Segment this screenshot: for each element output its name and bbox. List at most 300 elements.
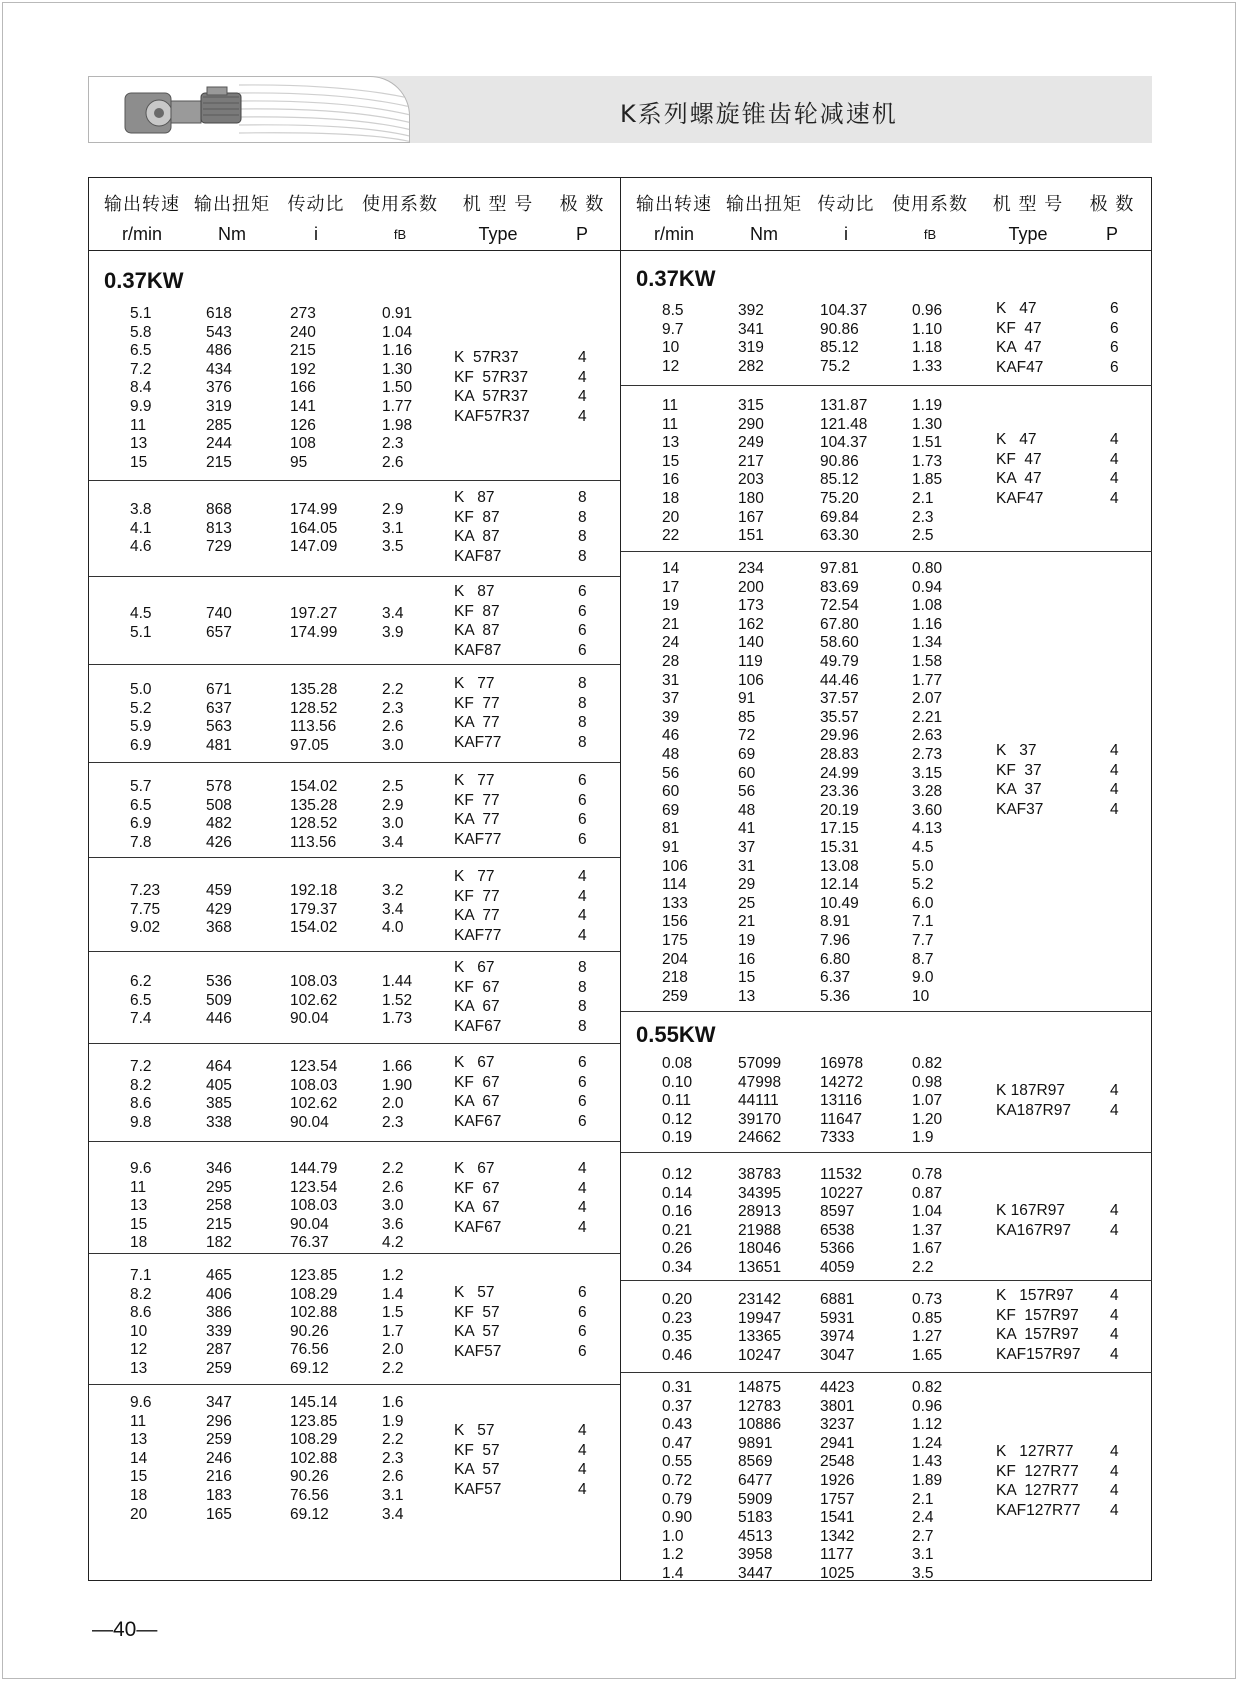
speed-cell: 9.02 bbox=[130, 919, 161, 937]
torque-cell: 216 bbox=[206, 1468, 232, 1486]
torque-cell: 482 bbox=[206, 815, 232, 833]
ratio-cell: 16978 bbox=[820, 1055, 864, 1072]
factor-cell: 1.4 bbox=[382, 1285, 404, 1303]
model-type: KA 67 bbox=[454, 998, 500, 1016]
torque-cell: 13651 bbox=[738, 1259, 782, 1276]
factor-cell: 0.94 bbox=[912, 578, 943, 596]
torque-cell: 19 bbox=[738, 932, 756, 949]
ratio-cell: 76.56 bbox=[290, 1341, 329, 1359]
speed-cell: 0.16 bbox=[662, 1203, 693, 1221]
factor-cell: 2.6 bbox=[382, 453, 404, 471]
torque-cell: 85 bbox=[738, 708, 756, 726]
model-type: KAF57 bbox=[454, 1342, 502, 1360]
ratio-cell: 1926 bbox=[820, 1472, 855, 1489]
factor-cell: 4.13 bbox=[912, 820, 943, 838]
torque-cell: 24662 bbox=[738, 1129, 782, 1147]
model-type: KA 57 bbox=[454, 1323, 500, 1341]
speed-cell: 5.2 bbox=[130, 699, 152, 717]
factor-cell: 2.2 bbox=[382, 1160, 404, 1177]
torque-cell: 37 bbox=[738, 839, 756, 856]
ratio-cell: 145.14 bbox=[290, 1394, 338, 1411]
torque-cell: 21 bbox=[738, 913, 756, 931]
factor-cell: 3.1 bbox=[382, 1487, 404, 1504]
speed-cell: 69 bbox=[662, 801, 680, 819]
speed-cell: 0.12 bbox=[662, 1166, 693, 1183]
model-type: KA 67 bbox=[454, 1199, 500, 1217]
factor-cell: 1.65 bbox=[912, 1346, 943, 1364]
factor-cell: 2.07 bbox=[912, 690, 943, 708]
ratio-cell: 90.04 bbox=[290, 1215, 329, 1233]
ratio-cell: 75.2 bbox=[820, 357, 851, 375]
speed-cell: 24 bbox=[662, 634, 680, 652]
factor-cell: 1.18 bbox=[912, 339, 943, 357]
ratio-cell: 102.88 bbox=[290, 1449, 338, 1467]
factor-cell: 1.98 bbox=[382, 416, 413, 434]
factor-cell: 1.30 bbox=[912, 415, 943, 433]
group-separator bbox=[89, 762, 620, 763]
speed-cell: 7.4 bbox=[130, 1010, 152, 1028]
speed-cell: 46 bbox=[662, 727, 680, 745]
model-type: K 77 bbox=[454, 675, 495, 692]
speed-cell: 60 bbox=[662, 783, 680, 801]
ratio-cell: 15.31 bbox=[820, 839, 859, 856]
torque-cell: 47998 bbox=[738, 1073, 782, 1091]
model-type: KAF67 bbox=[454, 1218, 502, 1236]
factor-cell: 1.73 bbox=[382, 1010, 413, 1028]
factor-cell: 0.82 bbox=[912, 1055, 943, 1072]
ratio-cell: 49.79 bbox=[820, 653, 859, 670]
ratio-cell: 108.03 bbox=[290, 1076, 338, 1094]
factor-cell: 0.80 bbox=[912, 560, 943, 577]
page-title: K系列螺旋锥齿轮减速机 bbox=[620, 100, 898, 128]
factor-cell: 3.28 bbox=[912, 783, 943, 801]
ratio-cell: 144.79 bbox=[290, 1160, 338, 1177]
ratio-cell: 3801 bbox=[820, 1397, 855, 1415]
ratio-cell: 108.03 bbox=[290, 973, 338, 990]
torque-cell: 162 bbox=[738, 615, 764, 633]
torque-cell: 319 bbox=[206, 398, 232, 415]
model-type: KAF47 bbox=[996, 489, 1044, 507]
speed-cell: 0.19 bbox=[662, 1129, 693, 1147]
torque-cell: 3958 bbox=[738, 1546, 773, 1564]
model-type: K 87 bbox=[454, 489, 495, 506]
torque-cell: 41 bbox=[738, 820, 756, 838]
model-type: KA 127R77 bbox=[996, 1482, 1079, 1500]
col-type-header-right: 机 型 号 Type bbox=[992, 194, 1064, 244]
ratio-cell: 6.80 bbox=[820, 950, 851, 968]
model-poles: 4 bbox=[578, 407, 587, 425]
factor-cell: 2.6 bbox=[382, 1178, 404, 1196]
model-poles: 6 bbox=[578, 791, 587, 809]
model-poles: 6 bbox=[578, 583, 587, 600]
ratio-cell: 123.54 bbox=[290, 1178, 338, 1196]
ratio-cell: 166 bbox=[290, 379, 316, 397]
torque-cell: 290 bbox=[738, 415, 764, 433]
factor-cell: 2.4 bbox=[912, 1509, 934, 1527]
speed-cell: 13 bbox=[130, 1431, 148, 1449]
torque-cell: 18046 bbox=[738, 1240, 782, 1258]
factor-cell: 4.0 bbox=[382, 919, 404, 937]
ratio-cell: 197.27 bbox=[290, 605, 338, 622]
speed-cell: 5.8 bbox=[130, 323, 152, 341]
model-type: KA 157R97 bbox=[996, 1326, 1079, 1344]
torque-cell: 259 bbox=[206, 1360, 232, 1377]
factor-cell: 2.2 bbox=[382, 1431, 404, 1449]
factor-cell: 3.1 bbox=[382, 519, 404, 537]
model-poles: 4 bbox=[578, 1160, 587, 1177]
model-poles: 4 bbox=[1110, 1443, 1119, 1460]
factor-cell: 3.1 bbox=[912, 1546, 934, 1564]
ratio-cell: 192.18 bbox=[290, 882, 338, 899]
torque-cell: 69 bbox=[738, 746, 756, 763]
group-separator bbox=[89, 1141, 620, 1142]
ratio-cell: 104.37 bbox=[820, 434, 868, 452]
ratio-cell: 35.57 bbox=[820, 708, 859, 726]
model-type: K 37 bbox=[996, 742, 1037, 759]
torque-cell: 729 bbox=[206, 538, 232, 556]
torque-cell: 44111 bbox=[738, 1092, 779, 1110]
model-poles: 4 bbox=[1110, 1501, 1119, 1519]
speed-cell: 259 bbox=[662, 987, 688, 1005]
ratio-cell: 2548 bbox=[820, 1453, 855, 1471]
factor-cell: 2.73 bbox=[912, 746, 943, 763]
model-type: KF 67 bbox=[454, 1073, 500, 1091]
ratio-cell: 28.83 bbox=[820, 746, 859, 763]
torque-cell: 4513 bbox=[738, 1527, 773, 1545]
speed-cell: 8.6 bbox=[130, 1095, 152, 1113]
group-separator bbox=[89, 1043, 620, 1044]
factor-cell: 1.20 bbox=[912, 1110, 943, 1128]
col-ratio-header-right: 传动比 i bbox=[817, 194, 875, 244]
torque-cell: 249 bbox=[738, 434, 764, 452]
speed-cell: 11 bbox=[662, 397, 679, 414]
factor-cell: 2.9 bbox=[382, 796, 404, 814]
model-poles: 4 bbox=[1110, 1326, 1119, 1344]
model-poles: 4 bbox=[1110, 1101, 1119, 1119]
speed-cell: 16 bbox=[662, 471, 680, 489]
torque-cell: 392 bbox=[738, 302, 764, 319]
factor-cell: 1.52 bbox=[382, 991, 413, 1009]
speed-cell: 0.72 bbox=[662, 1472, 693, 1489]
torque-cell: 481 bbox=[206, 736, 232, 754]
model-poles: 8 bbox=[578, 998, 587, 1016]
torque-cell: 508 bbox=[206, 796, 232, 814]
group-separator bbox=[89, 951, 620, 952]
model-poles: 8 bbox=[578, 694, 587, 712]
model-poles: 4 bbox=[578, 1218, 587, 1236]
model-type: K 67 bbox=[454, 1054, 495, 1071]
model-poles: 8 bbox=[578, 714, 587, 732]
model-type: KAF47 bbox=[996, 358, 1044, 376]
model-poles: 4 bbox=[578, 368, 587, 386]
speed-cell: 7.1 bbox=[130, 1267, 152, 1284]
factor-cell: 0.78 bbox=[912, 1166, 943, 1183]
model-poles: 4 bbox=[1110, 1202, 1119, 1219]
ratio-cell: 13116 bbox=[820, 1092, 862, 1110]
power-label-left: 0.37KW bbox=[104, 268, 184, 293]
factor-cell: 1.85 bbox=[912, 471, 943, 489]
col-type-header-left: 机 型 号 Type bbox=[462, 194, 534, 244]
ratio-cell: 1541 bbox=[820, 1509, 855, 1527]
model-poles: 6 bbox=[578, 830, 587, 848]
group-separator bbox=[89, 1384, 620, 1385]
speed-cell: 19 bbox=[662, 597, 680, 615]
group-separator bbox=[621, 1152, 1152, 1153]
factor-cell: 1.51 bbox=[912, 434, 943, 452]
model-poles: 6 bbox=[578, 1303, 587, 1321]
model-type: K 187R97 bbox=[996, 1082, 1065, 1099]
speed-cell: 14 bbox=[662, 560, 680, 577]
torque-cell: 29 bbox=[738, 876, 756, 894]
factor-cell: 7.7 bbox=[912, 932, 934, 949]
model-poles: 6 bbox=[578, 1073, 587, 1091]
speed-cell: 0.08 bbox=[662, 1055, 693, 1072]
model-poles: 6 bbox=[578, 602, 587, 620]
factor-cell: 5.2 bbox=[912, 876, 934, 894]
torque-cell: 464 bbox=[206, 1058, 232, 1075]
model-poles: 4 bbox=[1110, 1287, 1119, 1304]
model-poles: 4 bbox=[578, 349, 587, 366]
factor-cell: 0.91 bbox=[382, 305, 413, 322]
factor-cell: 2.5 bbox=[382, 778, 404, 795]
factor-cell: 6.0 bbox=[912, 894, 934, 912]
ratio-cell: 128.52 bbox=[290, 815, 338, 833]
torque-cell: 486 bbox=[206, 342, 232, 360]
factor-cell: 2.0 bbox=[382, 1341, 404, 1359]
ratio-cell: 95 bbox=[290, 453, 308, 471]
torque-cell: 119 bbox=[738, 653, 763, 670]
factor-cell: 3.60 bbox=[912, 801, 943, 819]
torque-cell: 60 bbox=[738, 764, 756, 782]
torque-cell: 740 bbox=[206, 605, 232, 622]
group-separator bbox=[621, 385, 1152, 386]
ratio-cell: 174.99 bbox=[290, 623, 338, 641]
torque-cell: 15 bbox=[738, 969, 756, 987]
ratio-cell: 10227 bbox=[820, 1184, 864, 1202]
speed-cell: 0.47 bbox=[662, 1434, 693, 1452]
ratio-cell: 8.91 bbox=[820, 913, 851, 931]
ratio-cell: 135.28 bbox=[290, 796, 338, 814]
model-type: KF 77 bbox=[454, 694, 500, 712]
speed-cell: 18 bbox=[130, 1487, 148, 1504]
torque-cell: 671 bbox=[206, 681, 232, 698]
torque-cell: 258 bbox=[206, 1197, 232, 1215]
torque-cell: 8569 bbox=[738, 1453, 773, 1471]
ratio-cell: 154.02 bbox=[290, 778, 338, 795]
torque-cell: 31 bbox=[738, 857, 756, 875]
ratio-cell: 192 bbox=[290, 360, 316, 378]
torque-cell: 180 bbox=[738, 490, 764, 507]
speed-cell: 6.2 bbox=[130, 973, 152, 990]
model-poles: 6 bbox=[578, 1323, 587, 1341]
torque-cell: 868 bbox=[206, 501, 232, 518]
factor-cell: 1.9 bbox=[382, 1412, 404, 1430]
model-type: K 77 bbox=[454, 772, 495, 789]
model-type: KAF77 bbox=[454, 830, 502, 848]
factor-cell: 2.0 bbox=[382, 1095, 404, 1113]
torque-cell: 509 bbox=[206, 991, 232, 1009]
model-type: KA 87 bbox=[454, 622, 500, 640]
ratio-cell: 69.84 bbox=[820, 508, 859, 526]
speed-cell: 39 bbox=[662, 708, 680, 726]
factor-cell: 2.3 bbox=[382, 699, 404, 717]
model-type: K 67 bbox=[454, 1160, 495, 1177]
ratio-cell: 108.29 bbox=[290, 1431, 338, 1449]
table-center-divider bbox=[620, 177, 621, 1581]
model-poles: 4 bbox=[578, 1199, 587, 1217]
speed-cell: 0.34 bbox=[662, 1259, 693, 1276]
model-poles: 4 bbox=[1110, 489, 1119, 507]
speed-cell: 13 bbox=[662, 434, 680, 452]
ratio-cell: 126 bbox=[290, 416, 316, 434]
ratio-cell: 131.87 bbox=[820, 397, 868, 414]
factor-cell: 1.16 bbox=[912, 615, 943, 633]
ratio-cell: 11647 bbox=[820, 1110, 862, 1128]
factor-cell: 1.58 bbox=[912, 653, 943, 670]
speed-cell: 1.4 bbox=[662, 1565, 684, 1582]
ratio-cell: 3237 bbox=[820, 1416, 855, 1434]
ratio-cell: 97.05 bbox=[290, 736, 329, 754]
torque-cell: 183 bbox=[206, 1487, 232, 1504]
model-type: K 157R97 bbox=[996, 1287, 1074, 1304]
factor-cell: 2.3 bbox=[382, 1449, 404, 1467]
speed-cell: 91 bbox=[662, 839, 680, 856]
group-separator bbox=[621, 551, 1152, 552]
speed-cell: 0.55 bbox=[662, 1453, 693, 1471]
torque-cell: 319 bbox=[738, 339, 764, 357]
col-poles-header-right: 极 数 P bbox=[1089, 194, 1135, 244]
torque-cell: 39170 bbox=[738, 1110, 782, 1128]
col-poles-header-left: 极 数 P bbox=[559, 194, 605, 244]
factor-cell: 0.85 bbox=[912, 1309, 943, 1327]
model-type: K 57 bbox=[454, 1284, 495, 1301]
torque-cell: 5183 bbox=[738, 1509, 773, 1527]
speed-cell: 20 bbox=[662, 508, 680, 526]
speed-cell: 9.7 bbox=[662, 320, 684, 338]
speed-cell: 13 bbox=[130, 1360, 148, 1377]
torque-cell: 282 bbox=[738, 357, 764, 375]
model-poles: 4 bbox=[1110, 1082, 1119, 1099]
model-poles: 4 bbox=[1110, 1306, 1119, 1324]
speed-cell: 22 bbox=[662, 527, 680, 545]
torque-cell: 543 bbox=[206, 323, 232, 341]
ratio-cell: 3047 bbox=[820, 1346, 855, 1364]
model-type: KF 57 bbox=[454, 1303, 500, 1321]
ratio-cell: 240 bbox=[290, 323, 316, 341]
power-label-right-055: 0.55KW bbox=[636, 1022, 716, 1047]
torque-cell: 434 bbox=[206, 360, 232, 378]
torque-cell: 25 bbox=[738, 894, 756, 912]
factor-cell: 2.3 bbox=[912, 508, 934, 526]
model-type: KF 77 bbox=[454, 887, 500, 905]
model-poles: 4 bbox=[1110, 1345, 1119, 1363]
factor-cell: 4.2 bbox=[382, 1234, 404, 1252]
model-poles: 8 bbox=[578, 675, 587, 692]
speed-cell: 0.21 bbox=[662, 1221, 693, 1239]
factor-cell: 1.5 bbox=[382, 1304, 404, 1322]
ratio-cell: 154.02 bbox=[290, 919, 338, 937]
factor-cell: 1.27 bbox=[912, 1328, 943, 1346]
model-type: KAF57 bbox=[454, 1480, 502, 1498]
torque-cell: 200 bbox=[738, 578, 764, 596]
model-poles: 8 bbox=[578, 489, 587, 506]
speed-cell: 6.5 bbox=[130, 342, 152, 360]
ratio-cell: 90.04 bbox=[290, 1113, 329, 1131]
model-poles: 8 bbox=[578, 959, 587, 976]
torque-cell: 246 bbox=[206, 1449, 232, 1467]
factor-cell: 2.9 bbox=[382, 501, 404, 518]
factor-cell: 1.33 bbox=[912, 357, 943, 375]
speed-cell: 175 bbox=[662, 932, 688, 949]
factor-cell: 0.82 bbox=[912, 1379, 943, 1396]
torque-cell: 285 bbox=[206, 416, 232, 434]
model-type: K 127R77 bbox=[996, 1443, 1074, 1460]
speed-cell: 6.5 bbox=[130, 796, 152, 814]
speed-cell: 4.5 bbox=[130, 605, 152, 622]
speed-cell: 21 bbox=[662, 615, 680, 633]
ratio-cell: 23.36 bbox=[820, 783, 859, 801]
ratio-cell: 1177 bbox=[820, 1546, 854, 1564]
torque-cell: 618 bbox=[206, 305, 232, 322]
model-type: KA 57 bbox=[454, 1461, 500, 1479]
ratio-cell: 1342 bbox=[820, 1527, 855, 1545]
factor-cell: 3.4 bbox=[382, 605, 404, 622]
torque-cell: 48 bbox=[738, 801, 756, 819]
model-poles: 6 bbox=[1110, 300, 1119, 317]
model-poles: 6 bbox=[578, 1284, 587, 1301]
speed-cell: 6.9 bbox=[130, 736, 152, 754]
speed-cell: 13 bbox=[130, 435, 148, 453]
factor-cell: 3.6 bbox=[382, 1215, 404, 1233]
model-poles: 8 bbox=[578, 1017, 587, 1035]
speed-cell: 9.8 bbox=[130, 1113, 152, 1131]
factor-cell: 3.15 bbox=[912, 764, 943, 782]
speed-cell: 0.23 bbox=[662, 1309, 693, 1327]
factor-cell: 2.21 bbox=[912, 708, 943, 726]
ratio-cell: 6.37 bbox=[820, 969, 851, 987]
group-separator bbox=[89, 576, 620, 577]
model-poles: 8 bbox=[578, 528, 587, 546]
model-poles: 4 bbox=[578, 926, 587, 944]
torque-cell: 637 bbox=[206, 699, 232, 717]
model-type: KF 57 bbox=[454, 1441, 500, 1459]
speed-cell: 9.6 bbox=[130, 1160, 152, 1177]
torque-cell: 376 bbox=[206, 379, 232, 397]
model-poles: 4 bbox=[1110, 431, 1119, 448]
factor-cell: 1.34 bbox=[912, 634, 943, 652]
torque-cell: 339 bbox=[206, 1322, 232, 1340]
torque-cell: 91 bbox=[738, 690, 756, 708]
model-poles: 6 bbox=[1110, 339, 1119, 357]
speed-cell: 0.12 bbox=[662, 1110, 693, 1128]
model-type: KA167R97 bbox=[996, 1221, 1071, 1239]
ratio-cell: 5931 bbox=[820, 1309, 855, 1327]
group-separator bbox=[89, 857, 620, 858]
factor-cell: 1.04 bbox=[912, 1203, 943, 1221]
torque-cell: 173 bbox=[738, 597, 764, 615]
speed-cell: 56 bbox=[662, 764, 680, 782]
power-label-right-037: 0.37KW bbox=[636, 266, 716, 291]
ratio-cell: 121.48 bbox=[820, 415, 868, 433]
model-poles: 8 bbox=[578, 733, 587, 751]
factor-cell: 1.67 bbox=[912, 1240, 943, 1258]
torque-cell: 368 bbox=[206, 919, 232, 937]
ratio-cell: 97.81 bbox=[820, 560, 859, 577]
ratio-cell: 108 bbox=[290, 435, 316, 453]
torque-cell: 244 bbox=[206, 435, 232, 453]
model-type: KF 157R97 bbox=[996, 1306, 1079, 1324]
speed-cell: 11 bbox=[130, 1412, 147, 1430]
